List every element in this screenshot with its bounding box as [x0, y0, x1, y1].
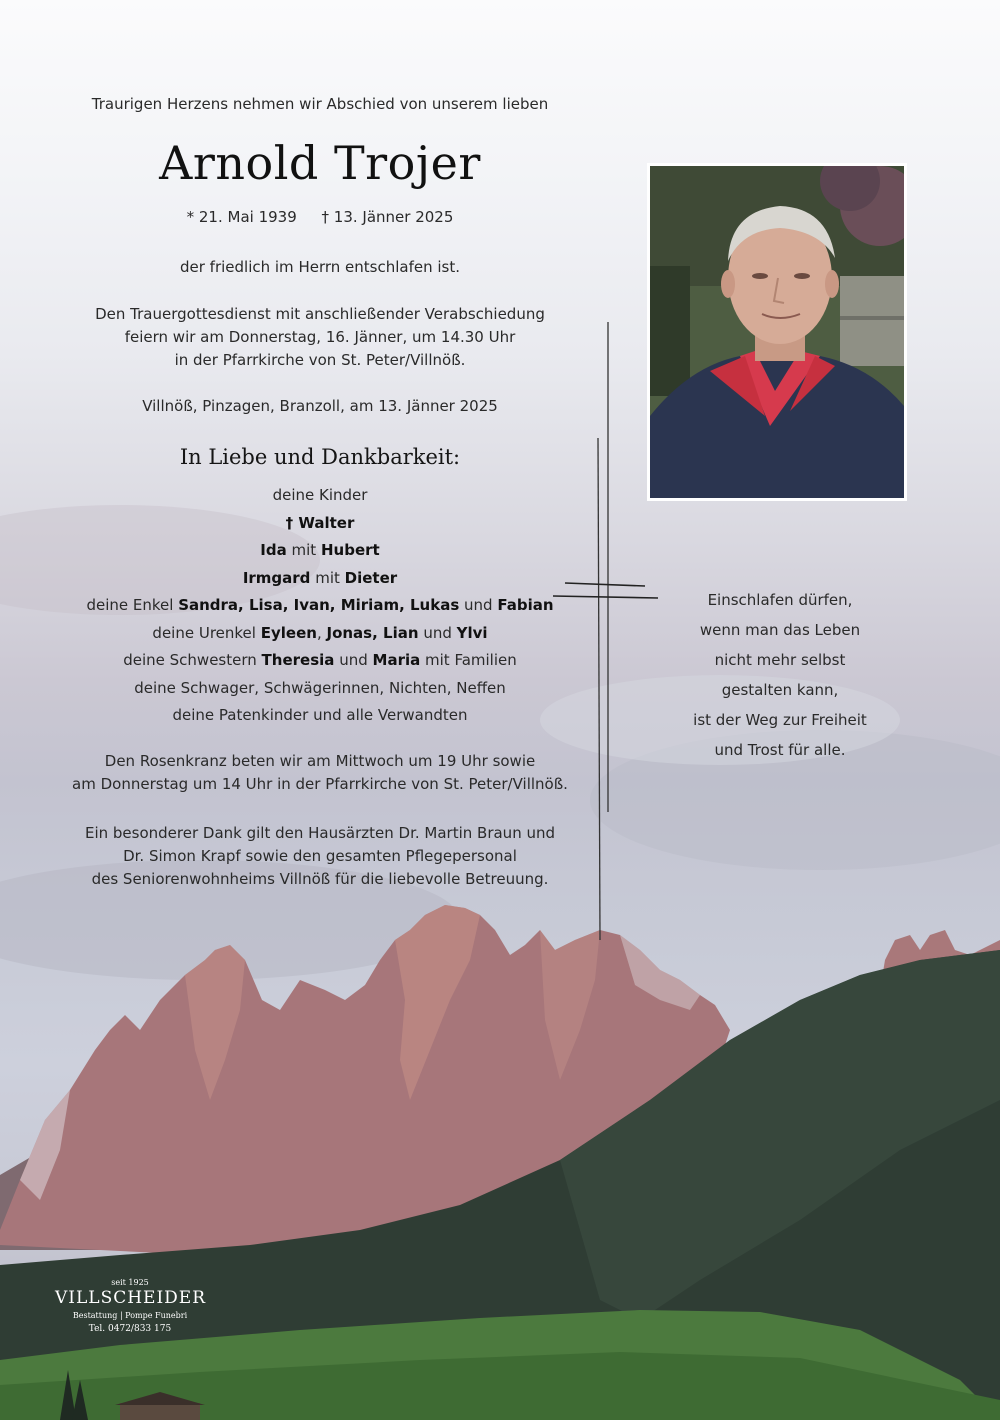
funeral-home-logo — [55, 1278, 205, 1334]
memorial-verse — [660, 585, 900, 765]
thanks-line: Dr. Simon Krapf sowie den gesamten Pflegepersonal — [123, 847, 517, 865]
logo-since: seit 1925 — [111, 1278, 149, 1287]
passed-text: der friedlich im Herrn entschlafen ist. — [179, 258, 460, 276]
thanks-line: Ein besonderer Dank gilt den Hausärzten Dr. Martin Braun und — [84, 824, 556, 842]
intro-text: Traurigen Herzens nehmen wir Abschied von unserem lieben — [91, 95, 549, 113]
logo-subtitle: Bestattung | Pompe Funebri — [72, 1311, 188, 1320]
rosary-info — [40, 750, 600, 796]
list-item: deine Schwager, Schwägerinnen, Nichten, Neffen — [134, 678, 506, 697]
birth-date: * 21. Mai 1939 — [186, 208, 297, 226]
verse-line: nicht mehr selbst — [714, 651, 846, 669]
verse-line: ist der Weg zur Freiheit — [693, 711, 867, 729]
service-line: Den Trauergottesdienst mit anschließender Verabschiedung — [95, 305, 545, 323]
thanks-line: des Seniorenwohnheims Villnöß für die liebevolle Betreuung. — [91, 870, 549, 888]
mourners-heading: In Liebe und Dankbarkeit: — [179, 445, 461, 469]
logo-brand: VILLSCHEIDER — [55, 1288, 207, 1308]
verse-line: Einschlafen dürfen, — [707, 591, 853, 609]
deceased-name: Arnold Trojer — [159, 136, 481, 190]
verse-line: wenn man das Leben — [699, 621, 861, 639]
verse-line: gestalten kann, — [721, 681, 839, 699]
service-line: in der Pfarrkirche von St. Peter/Villnöß. — [174, 351, 466, 369]
list-item: † Walter — [285, 513, 355, 532]
list-item: deine Schwestern Theresia und Maria mit Familien — [123, 651, 517, 669]
service-line: feiern wir am Donnerstag, 16. Jänner, um 14.30 Uhr — [124, 328, 516, 346]
rosary-line: am Donnerstag um 14 Uhr in der Pfarrkirche von St. Peter/Villnöß. — [72, 775, 568, 793]
death-date: † 13. Jänner 2025 — [321, 208, 454, 226]
list-item: deine Kinder — [272, 486, 368, 504]
verse-line: und Trost für alle. — [714, 741, 846, 759]
mourners-list — [40, 482, 600, 730]
service-info — [40, 303, 600, 372]
portrait-photo — [647, 163, 907, 501]
list-item: deine Enkel Sandra, Lisa, Ivan, Miriam, Lukas und Fabian — [86, 596, 554, 614]
portrait-image — [650, 166, 904, 498]
life-dates — [40, 208, 600, 226]
list-item: deine Patenkinder und alle Verwandten — [172, 706, 468, 724]
list-item: Ida mit Hubert — [260, 541, 380, 559]
list-item: Irmgard mit Dieter — [242, 568, 398, 587]
thanks-note — [40, 822, 600, 891]
place-date: Villnöß, Pinzagen, Branzoll, am 13. Jänner 2025 — [142, 397, 498, 415]
list-item: deine Urenkel Eyleen, Jonas, Lian und Ylvi — [152, 623, 488, 642]
logo-phone: Tel. 0472/833 175 — [88, 1324, 172, 1334]
rosary-line: Den Rosenkranz beten wir am Mittwoch um 19 Uhr sowie — [104, 752, 536, 770]
